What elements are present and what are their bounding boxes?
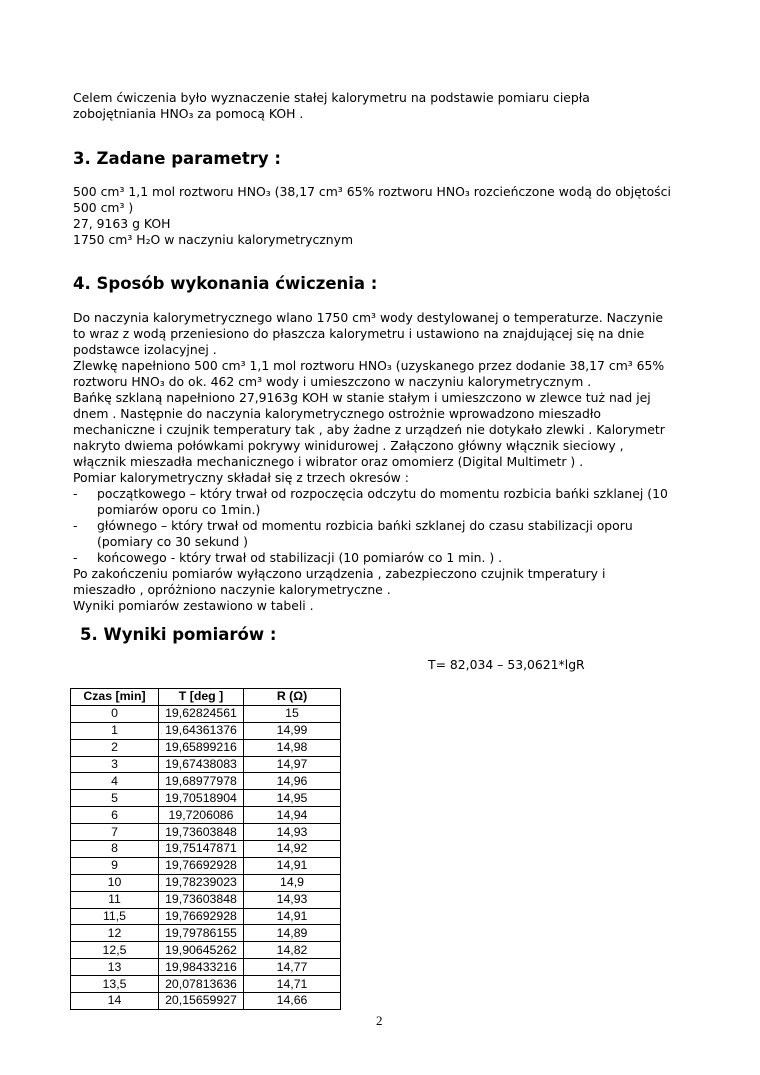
temperature-cell: 19,76692928 (159, 908, 244, 925)
resistance-cell: 15 (244, 705, 341, 722)
parameters-list (73, 184, 703, 248)
table-row (71, 807, 341, 824)
temperature-cell: 19,68977978 (159, 773, 244, 790)
text-line: roztworu HNO₃ do ok. 462 cm³ wody i umieszczono w naczyniu kalorymetrycznym . (73, 374, 592, 389)
time-cell: 0 (71, 705, 159, 722)
table-row (71, 841, 341, 858)
text-line: (pomiary co 30 sekund ) (97, 534, 249, 549)
table-row (71, 824, 341, 841)
calibration-formula: T= 82,034 – 53,0621*lgR (428, 657, 585, 672)
time-cell: 6 (71, 807, 159, 824)
results-table (70, 688, 341, 1010)
temperature-cell: 19,7206086 (159, 807, 244, 824)
table-row (71, 857, 341, 874)
table-row (71, 790, 341, 807)
time-cell: 11 (71, 891, 159, 908)
resistance-cell: 14,91 (244, 908, 341, 925)
list-item (73, 486, 703, 518)
table-row (71, 705, 341, 722)
resistance-cell: 14,93 (244, 891, 341, 908)
text-line: pomiarów oporu co 1min.) (97, 502, 261, 517)
procedure-paragraph (73, 310, 703, 614)
intro-paragraph (73, 90, 703, 122)
temperature-cell: 20,07813636 (159, 976, 244, 993)
temperature-cell: 19,76692928 (159, 857, 244, 874)
text-line: początkowego – który trwał od rozpoczęcia odczytu do momentu rozbicia bańki szklanej (10 (97, 486, 668, 501)
text-line: Wyniki pomiarów zestawiono w tabeli . (73, 598, 314, 613)
temperature-cell: 19,73603848 (159, 824, 244, 841)
temperature-cell: 19,64361376 (159, 722, 244, 739)
table-row (71, 756, 341, 773)
resistance-cell: 14,71 (244, 976, 341, 993)
resistance-cell: 14,94 (244, 807, 341, 824)
resistance-cell: 14,99 (244, 722, 341, 739)
text-line: mieszadło , opróżniono naczynie kalorymetryczne . (73, 582, 391, 597)
column-header-time: Czas [min] (71, 689, 159, 706)
text-line: nakryto dwiema połówkami pokrywy winidurowej . Załączono główny włącznik sieciowy , (73, 438, 624, 453)
page-number: 2 (376, 1013, 383, 1028)
time-cell: 13,5 (71, 976, 159, 993)
table-header-row (71, 689, 341, 706)
column-header-resistance: R (Ω) (244, 689, 341, 706)
time-cell: 11,5 (71, 908, 159, 925)
bullet-marker: - (73, 486, 78, 501)
temperature-cell: 19,78239023 (159, 874, 244, 891)
resistance-cell: 14,91 (244, 857, 341, 874)
table-row (71, 908, 341, 925)
time-cell: 1 (71, 722, 159, 739)
time-cell: 4 (71, 773, 159, 790)
text-line: mechaniczne i czujnik temperatury tak , aby żadne z urządzeń nie dotykało zlewki . Kalorymetr (73, 422, 665, 437)
text-line: Pomiar kalorymetryczny składał się z trzech okresów : (73, 470, 409, 485)
resistance-cell: 14,96 (244, 773, 341, 790)
time-cell: 9 (71, 857, 159, 874)
text-line: 27, 9163 g KOH (73, 216, 171, 231)
time-cell: 12 (71, 925, 159, 942)
resistance-cell: 14,93 (244, 824, 341, 841)
temperature-cell: 19,79786155 (159, 925, 244, 942)
table-row (71, 976, 341, 993)
table-row (71, 722, 341, 739)
bullet-marker: - (73, 550, 78, 565)
temperature-cell: 19,67438083 (159, 756, 244, 773)
resistance-cell: 14,95 (244, 790, 341, 807)
temperature-cell: 19,98433216 (159, 959, 244, 976)
section-3-heading: 3. Zadane parametry : (73, 149, 281, 168)
text-line: Po zakończeniu pomiarów wyłączono urządzenia , zabezpieczono czujnik tmperatury i (73, 566, 606, 581)
time-cell: 7 (71, 824, 159, 841)
text-line: zobojętniania HNO₃ za pomocą KOH . (73, 106, 304, 121)
resistance-cell: 14,97 (244, 756, 341, 773)
text-line: 1750 cm³ H₂O w naczyniu kalorymetrycznym (73, 232, 354, 247)
resistance-cell: 14,77 (244, 959, 341, 976)
text-line: to wraz z wodą przeniesiono do płaszcza kalorymetru i ustawiono na znajdującej się na dnie (73, 326, 645, 341)
temperature-cell: 19,70518904 (159, 790, 244, 807)
table-row (71, 993, 341, 1010)
table-row (71, 891, 341, 908)
text-line: Celem ćwiczenia było wyznaczenie stałej kalorymetru na podstawie pomiaru ciepła (73, 90, 590, 105)
text-line: Bańkę szklaną napełniono 27,9163g KOH w stanie stałym i umieszczono w zlewce tuż nad jej (73, 390, 651, 405)
temperature-cell: 19,75147871 (159, 841, 244, 858)
temperature-cell: 20,15659927 (159, 993, 244, 1010)
table-row (71, 959, 341, 976)
text-line: dnem . Następnie do naczynia kalorymetrycznego ostrożnie wprowadzono mieszadło (73, 406, 601, 421)
time-cell: 5 (71, 790, 159, 807)
table-row (71, 773, 341, 790)
text-line: podstawce izolacyjnej . (73, 342, 217, 357)
time-cell: 8 (71, 841, 159, 858)
time-cell: 3 (71, 756, 159, 773)
text-line: 500 cm³ 1,1 mol roztworu HNO₃ (38,17 cm³ 65% roztworu HNO₃ rozcieńczone wodą do objętości (73, 184, 671, 199)
temperature-cell: 19,90645262 (159, 942, 244, 959)
text-line: 500 cm³ ) (73, 200, 134, 215)
text-line: Zlewkę napełniono 500 cm³ 1,1 mol roztworu HNO₃ (uzyskanego przez dodanie 38,17 cm³ 65% (73, 358, 665, 373)
time-cell: 2 (71, 739, 159, 756)
section-5-heading: 5. Wyniki pomiarów : (80, 625, 277, 644)
temperature-cell: 19,65899216 (159, 739, 244, 756)
text-line: głównego – który trwał od momentu rozbicia bańki szklanej do czasu stabilizacji oporu (97, 518, 633, 533)
resistance-cell: 14,92 (244, 841, 341, 858)
text-line: Do naczynia kalorymetrycznego wlano 1750 cm³ wody destylowanej o temperaturze. Naczynie (73, 310, 664, 325)
temperature-cell: 19,73603848 (159, 891, 244, 908)
bullet-marker: - (73, 518, 78, 533)
resistance-cell: 14,9 (244, 874, 341, 891)
resistance-cell: 14,89 (244, 925, 341, 942)
table-row (71, 925, 341, 942)
list-item (73, 550, 703, 566)
resistance-cell: 14,82 (244, 942, 341, 959)
column-header-temperature: T [deg ] (159, 689, 244, 706)
text-line: końcowego - który trwał od stabilizacji (10 pomiarów co 1 min. ) . (97, 550, 503, 565)
time-cell: 10 (71, 874, 159, 891)
time-cell: 12,5 (71, 942, 159, 959)
table-row (71, 942, 341, 959)
table-row (71, 874, 341, 891)
list-item (73, 518, 703, 550)
table-row (71, 739, 341, 756)
temperature-cell: 19,62824561 (159, 705, 244, 722)
resistance-cell: 14,98 (244, 739, 341, 756)
resistance-cell: 14,66 (244, 993, 341, 1010)
section-4-heading: 4. Sposób wykonania ćwiczenia : (73, 274, 378, 293)
time-cell: 14 (71, 993, 159, 1010)
time-cell: 13 (71, 959, 159, 976)
text-line: włącznik mieszadła mechanicznego i wibrator oraz omomierz (Digital Multimetr ) . (73, 454, 584, 469)
